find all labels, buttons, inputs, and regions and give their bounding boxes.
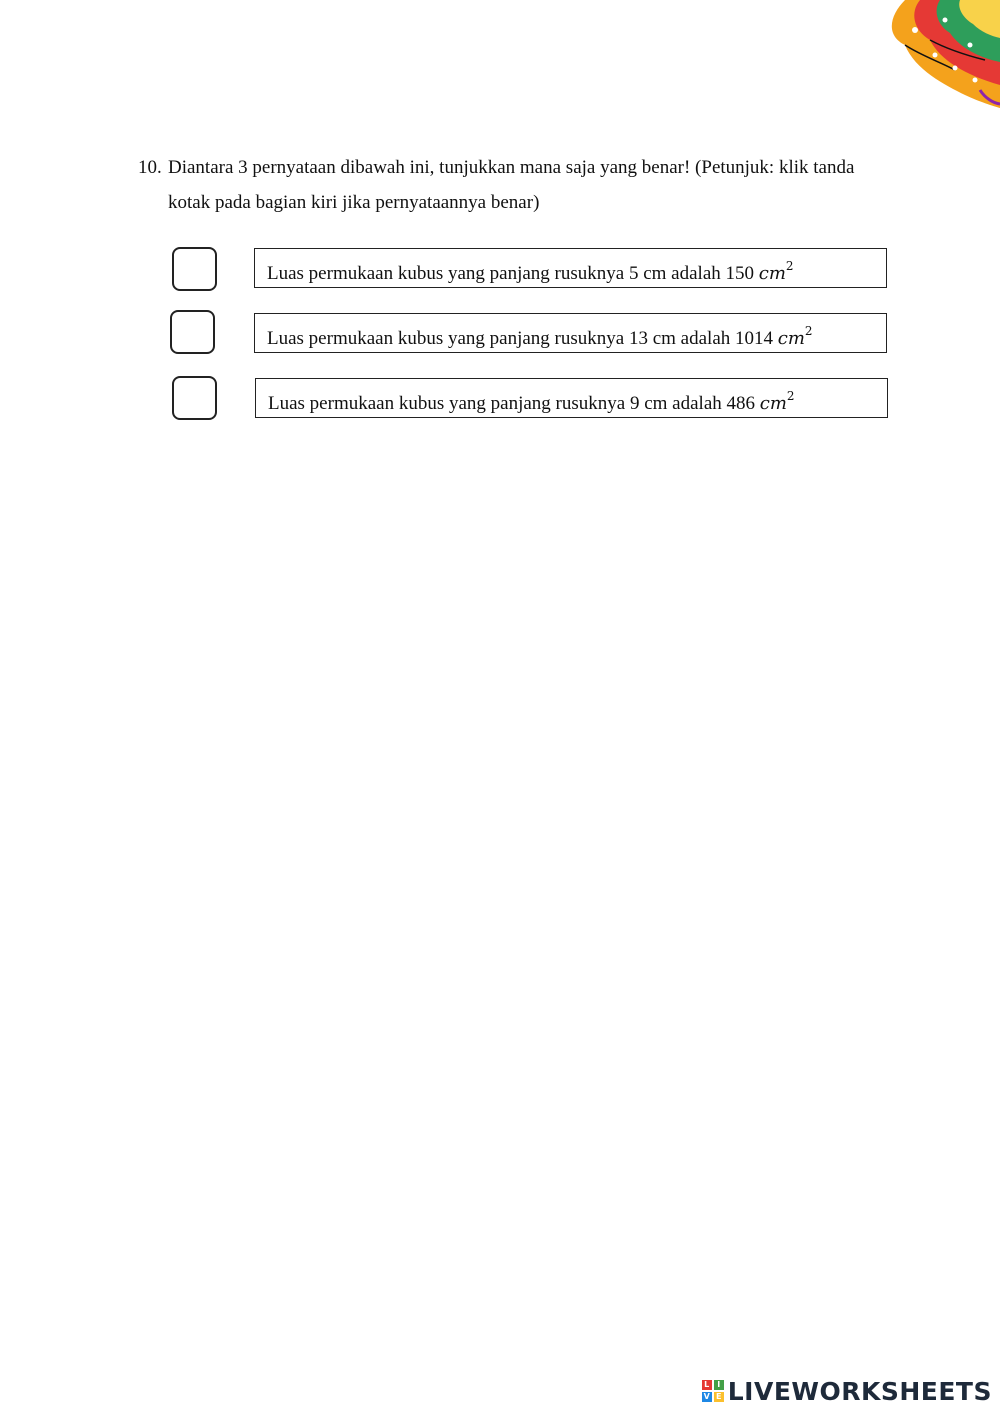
answer-checkbox-1[interactable] [172,247,217,291]
question-text: Diantara 3 pernyataan dibawah ini, tunjukkan mana saja yang benar! (Petunjuk: klik tanda kotak pada bagian kiri jika pernyataannya benar) [168,157,855,213]
statement-unit-2: $cm^2$ [777,324,813,349]
statement-text-2: Luas permukaan kubus yang panjang rusuknya 13 cm adalah 1014 [267,328,778,349]
statement-box-3 [255,378,888,418]
statement-box-1 [254,248,887,288]
statement-box-2 [254,313,887,353]
logo-grid-icon: L I V E [702,1380,724,1402]
answer-checkbox-3[interactable] [172,376,217,420]
decorative-mandala-corner [885,0,1000,108]
question-number: 10. [138,157,162,178]
answer-checkbox-2[interactable] [170,310,215,354]
statement-text-3: Luas permukaan kubus yang panjang rusuknya 9 cm adalah 486 [268,393,760,414]
question-block [138,150,878,220]
statement-unit-3: $cm^2$ [759,389,795,414]
liveworksheets-logo [702,1375,992,1407]
logo-wordmark: LIVEWORKSHEETS [727,1376,992,1406]
statement-text-1: Luas permukaan kubus yang panjang rusuknya 5 cm adalah 150 [267,263,759,284]
statement-unit-1: $cm^2$ [758,259,794,284]
